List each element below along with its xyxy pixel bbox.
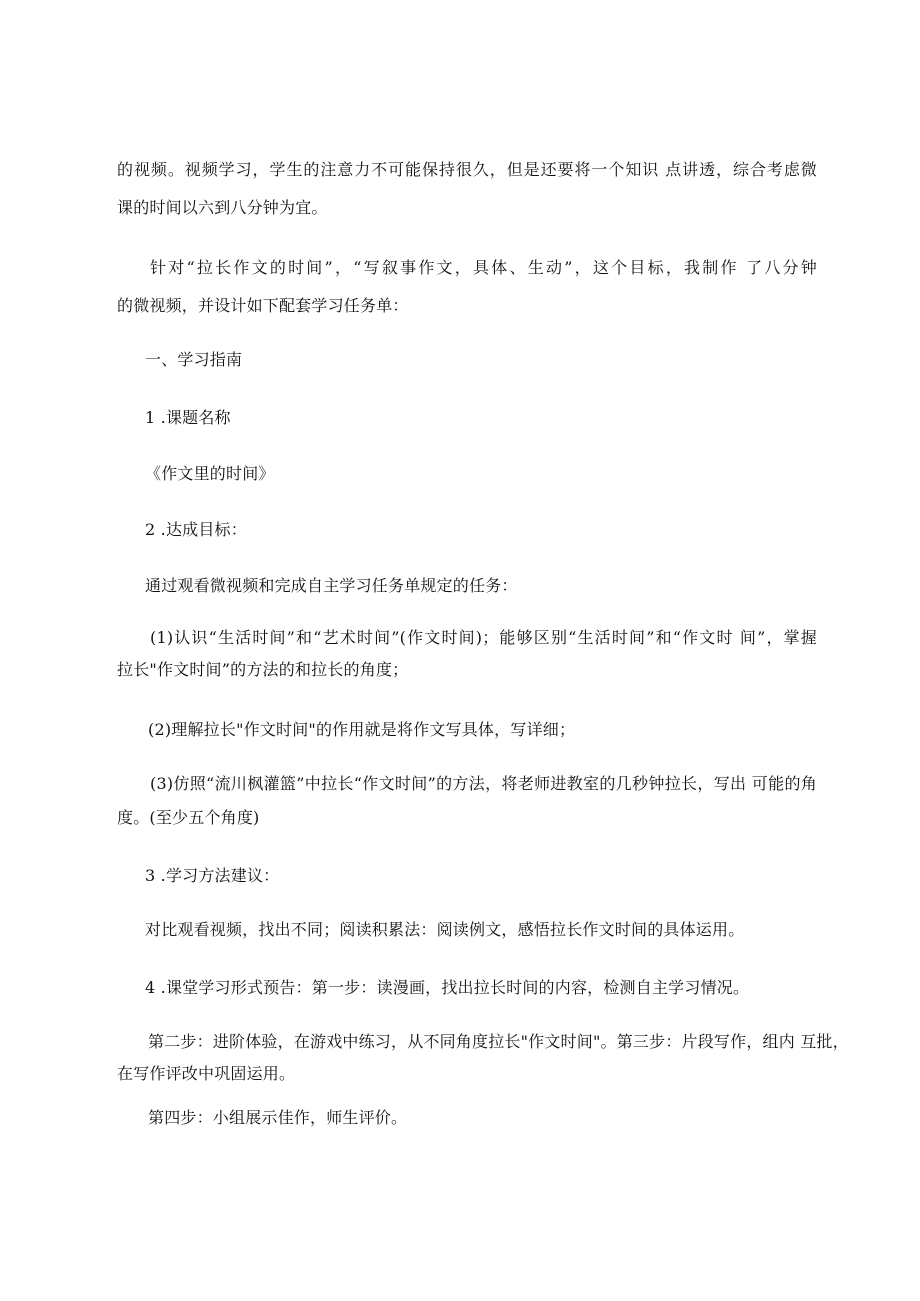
item-2-heading: 2 .达成目标： bbox=[145, 520, 247, 539]
item-1-heading: 1 .课题名称 bbox=[145, 408, 231, 427]
item-4-step-4: 第四步：小组展示佳作，师生评价。 bbox=[148, 1108, 408, 1127]
item-3-heading: 3 .学习方法建议： bbox=[145, 866, 280, 885]
goal-3-line-2: 度。(至少五个角度) bbox=[117, 808, 260, 827]
paragraph-2-line-1: 针对“拉长作文的时间”，“写叙事作文，具体、生动”，这个目标，我制作 了八分钟 bbox=[150, 258, 817, 277]
paragraph-2-line-2: 的微视频，并设计如下配套学习任务单： bbox=[117, 296, 409, 315]
section-heading-learning-guide: 一、学习指南 bbox=[145, 350, 243, 369]
item-2-intro: 通过观看微视频和完成自主学习任务单规定的任务： bbox=[145, 576, 518, 595]
goal-3-line-1: (3)仿照“流川枫灌篮”中拉长“作文时间”的方法，将老师进教室的几秒钟拉长，写出 可能的角 bbox=[150, 774, 817, 793]
item-4-step-2-line-2: 在写作评改中巩固运用。 bbox=[117, 1064, 296, 1083]
goal-1-line-1: (1)认识“生活时间”和“艺术时间”(作文时间)；能够区别“生活时间”和“作文时 间”，掌握 bbox=[150, 628, 817, 647]
lesson-title: 《作文里的时间》 bbox=[145, 464, 275, 483]
item-4-step-2-line-1: 第二步：进阶体验，在游戏中练习，从不同角度拉长"作文时间"。第三步：片段写作，组内 互批， bbox=[148, 1032, 849, 1051]
item-3-text: 对比观看视频，找出不同；阅读积累法：阅读例文，感悟拉长作文时间的具体运用。 bbox=[145, 920, 745, 939]
paragraph-1-line-1: 的视频。视频学习，学生的注意力不可能保持很久，但是还要将一个知识 点讲透，综合考虑微 bbox=[117, 160, 817, 179]
paragraph-1-line-2: 课的时间以六到八分钟为宜。 bbox=[117, 198, 328, 217]
goal-1-line-2: 拉长"作文时间”的方法的和拉长的角度； bbox=[117, 660, 409, 679]
goal-2: (2)理解拉长"作文时间"的作用就是将作文写具体，写详细； bbox=[148, 720, 576, 739]
item-4-line-1: 4 .课堂学习形式预告：第一步：读漫画，找出拉长时间的内容，检测自主学习情况。 bbox=[145, 978, 750, 997]
